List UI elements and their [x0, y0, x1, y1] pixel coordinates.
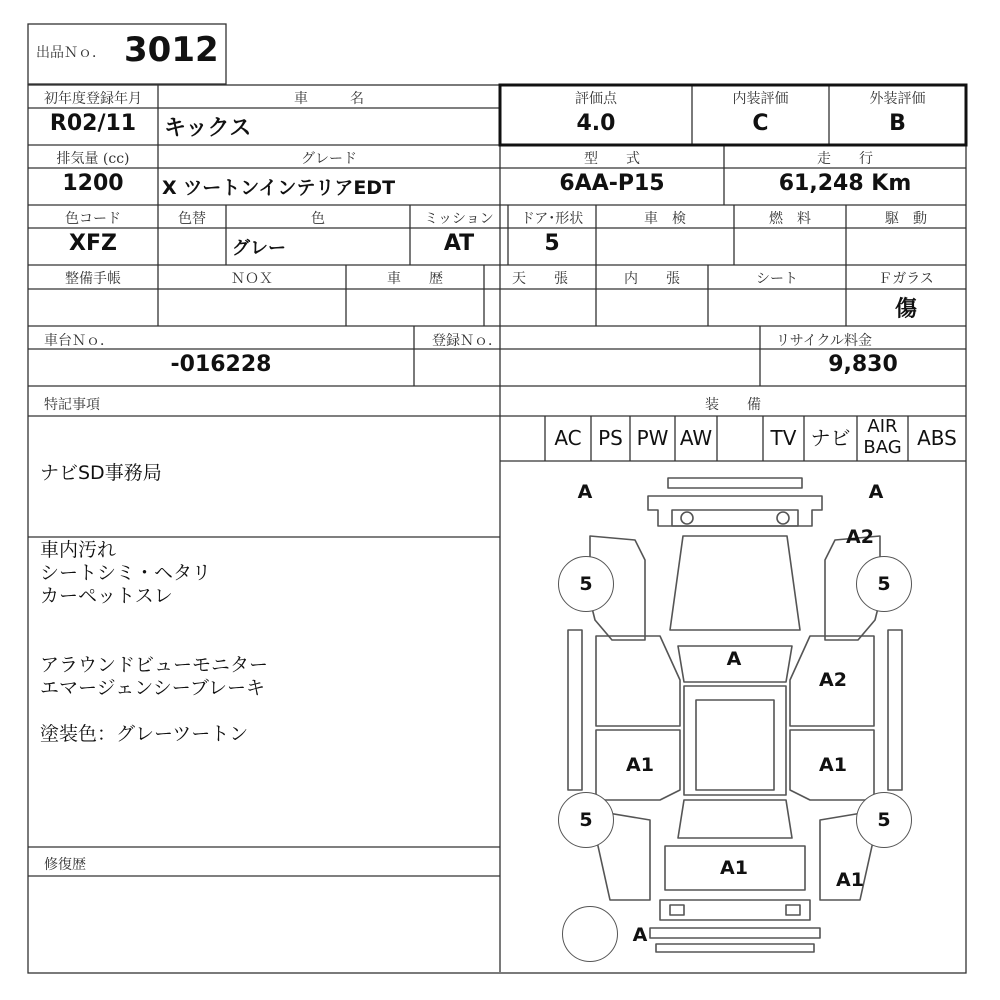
cc-label: 排気量 (cc) — [56, 151, 130, 167]
color-code-label: 色コード — [65, 211, 121, 227]
note-line: シートシミ・ヘタリ — [40, 562, 212, 584]
grade-rear-bumper: A — [632, 924, 648, 946]
model-label: 型 式 — [584, 151, 640, 167]
chassis-value: -016228 — [170, 352, 272, 377]
cc-value: 1200 — [62, 171, 124, 196]
equipment-aw: AW — [679, 426, 713, 450]
score-value: 4.0 — [576, 111, 616, 136]
drive-label: 駆 動 — [885, 211, 927, 227]
chassis-label: 車台Ｎｏ． — [44, 333, 114, 349]
note-line: エマージェンシーブレーキ — [40, 677, 266, 699]
grade-trunk: A1 — [720, 857, 748, 879]
color-label: 色 — [311, 211, 325, 227]
model-value: 6AA-P15 — [559, 171, 665, 196]
note-line — [40, 608, 268, 631]
reg-label: 初年度登録年月 — [44, 91, 142, 107]
manual-label: 整備手帳 — [65, 271, 121, 287]
grade-left-rear-door: A1 — [626, 754, 654, 776]
nox-label: ＮＯＸ — [231, 271, 273, 287]
recycle-label: リサイクル料金 — [776, 333, 873, 349]
history-label: 車 歴 — [387, 271, 443, 287]
special-notes-text: ナビSD事務局 — [40, 462, 162, 484]
tire-rear-left: 5 — [558, 792, 614, 848]
equipment-pw: PW — [636, 426, 669, 450]
lot-number: 3012 — [124, 30, 219, 70]
equipment-label: 装 備 — [705, 397, 761, 413]
exterior-value: B — [889, 111, 906, 136]
spare-tire — [562, 906, 618, 962]
notes-list — [40, 539, 268, 746]
glass-value: 傷 — [894, 297, 917, 322]
note-line: 塗装色：グレーツートン — [40, 723, 249, 745]
lot-label: 出品Ｎｏ． — [36, 45, 106, 61]
transmission-value: AT — [443, 231, 475, 256]
repaint-label: 色替 — [178, 211, 206, 227]
seat-label: シート — [756, 271, 798, 287]
score-label: 評価点 — [575, 91, 617, 107]
tire-front-right: 5 — [856, 556, 912, 612]
equipment-ac: AC — [554, 426, 582, 450]
grade-right-rear-door: A1 — [819, 754, 847, 776]
fuel-label: 燃 料 — [769, 211, 811, 227]
grade-front-left: A — [577, 481, 593, 503]
grade-front-right: A — [868, 481, 884, 503]
interior-label: 内装評価 — [732, 91, 789, 107]
reg-value: R02/11 — [49, 111, 137, 136]
repair-history-label: 修復歴 — [44, 857, 86, 873]
roof-label: 天 張 — [512, 271, 568, 287]
door-label: ドア･形状 — [520, 211, 584, 227]
recycle-value: 9,830 — [828, 352, 898, 377]
name-value: キックス — [164, 116, 252, 141]
grade-right-fender: A2 — [846, 526, 874, 548]
grade-right-front-door: A2 — [819, 669, 847, 691]
mileage-label: 走 行 — [817, 151, 873, 167]
grade-value: X ツートンインテリアEDT — [162, 177, 396, 199]
equipment-airbag: AIR BAG — [863, 416, 902, 458]
note-line — [40, 631, 268, 654]
grade-label: グレード — [301, 151, 357, 167]
exterior-label: 外装評価 — [869, 91, 926, 107]
note-line: 車内汚れ — [40, 539, 117, 561]
note-line — [40, 700, 268, 723]
equipment-ps: PS — [598, 426, 623, 450]
regno-label: 登録Ｎｏ． — [432, 333, 502, 349]
special-notes-label: 特記事項 — [44, 397, 100, 413]
mileage-value: 61,248 Km — [778, 171, 912, 196]
equipment-abs: ABS — [917, 426, 957, 450]
note-line: カーペットスレ — [40, 585, 173, 607]
equipment-navi: ナビ — [810, 426, 851, 450]
grade-rear-right: A1 — [836, 869, 864, 891]
tire-front-left: 5 — [558, 556, 614, 612]
name-label: 車 名 — [294, 91, 364, 107]
transmission-label: ミッション — [424, 211, 494, 227]
door-value: 5 — [544, 231, 560, 256]
interior-trim-label: 内 張 — [624, 271, 680, 287]
glass-label: Ｆガラス — [878, 271, 934, 287]
color-code-value: XFZ — [69, 231, 117, 256]
color-value: グレー — [232, 238, 286, 259]
grade-hood: A — [726, 648, 742, 670]
tire-rear-right: 5 — [856, 792, 912, 848]
interior-value: C — [752, 111, 769, 136]
note-line: アラウンドビューモニター — [40, 654, 269, 676]
equipment-tv: TV — [770, 426, 797, 450]
inspection-label: 車 検 — [644, 211, 686, 227]
